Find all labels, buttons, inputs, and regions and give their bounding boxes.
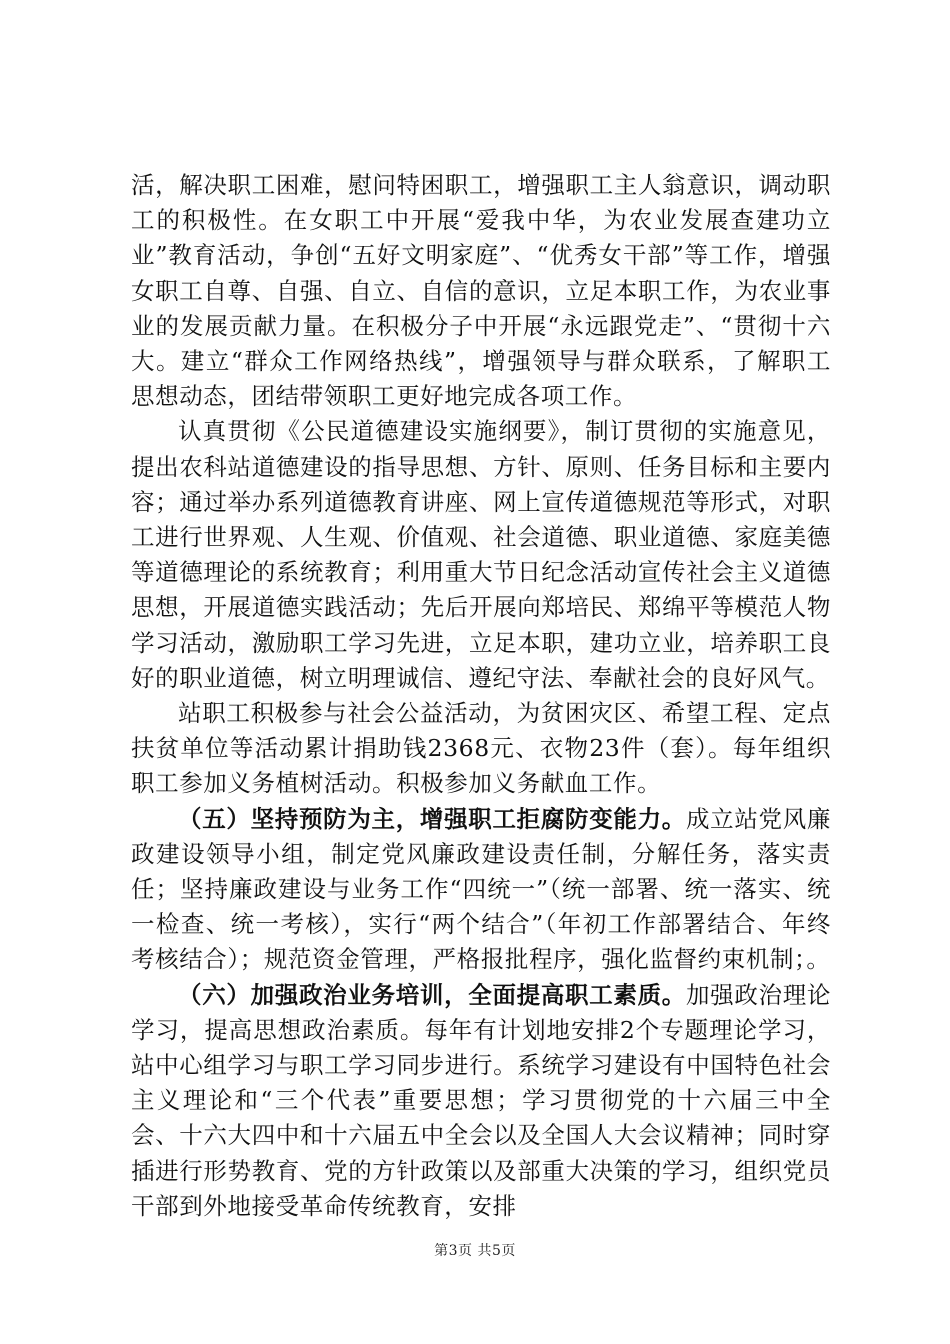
section-heading-5: （五）坚持预防为主，增强职工拒腐防变能力。 <box>178 804 686 833</box>
section-heading-6: （六）加强政治业务培训，全面提高职工素质。 <box>178 980 686 1009</box>
paragraph-1-text: 活，解决职工困难，慰问特困职工，增强职工主人翁意识，调动职工的积极性。在女职工中开展“爱我中华，为农业发展查建功立业”教育活动，争创“五好文明家庭”、“优秀女干部”等工作，增强女职工自尊、自强、自立、自信的意识，立足本职工作，为农业事业的发展贡献力量。在积极分子中开展“永远跟党走”、“贯彻十六大。建立“群众工作网络热线”，增强领导与群众联系，了解职工思想动态，团结带领职工更好地完成各项工作。 <box>131 171 831 411</box>
paragraph-4 <box>131 802 831 978</box>
paragraph-1 <box>131 168 831 414</box>
paragraph-5-text: 加强政治理论学习，提高思想政治素质。每年有计划地安排2个专题理论学习，站中心组学习与职工学习同步进行。系统学习建设有中国特色社会主义理论和“三个代表”重要思想；学习贯彻党的十六届三中全会、十六大四中和十六届五中全会以及全国人大会议精神；同时穿插进行形势教育、党的方针政策以及部重大决策的学习，组织党员干部到外地接受革命传统教育，安排 <box>131 980 831 1220</box>
document-body <box>131 168 831 1224</box>
paragraph-5 <box>131 978 831 1224</box>
paragraph-2-text: 认真贯彻《公民道德建设实施纲要》，制订贯彻的实施意见，提出农科站道德建设的指导思想、方针、原则、任务目标和主要内容；通过举办系列道德教育讲座、网上宣传道德规范等形式，对职工进行世界观、人生观、价值观、社会道德、职业道德、家庭美德等道德理论的系统教育；利用重大节日纪念活动宣传社会主义道德思想，开展道德实践活动；先后开展向郑培民、郑绵平等模范人物学习活动，激励职工学习先进，立足本职，建功立业，培养职工良好的职业道德，树立明理诚信、遵纪守法、奉献社会的良好风气。 <box>131 417 831 692</box>
paragraph-3-text: 站职工积极参与社会公益活动，为贫困灾区、希望工程、定点扶贫单位等活动累计捐助钱2368元、衣物23件（套）。每年组织职工参加义务植树活动。积极参加义务献血工作。 <box>131 699 831 798</box>
paragraph-3 <box>131 696 831 802</box>
paragraph-4-text: 成立站党风廉政建设领导小组，制定党风廉政建设责任制，分解任务，落实责任；坚持廉政建设与业务工作“四统一”（统一部署、统一落实、统一检查、统一考核），实行“两个结合”（年初工作部署结合、年终考核结合）；规范资金管理，严格报批程序，强化监督约束机制；。 <box>131 804 831 974</box>
paragraph-2 <box>131 414 831 696</box>
page-footer <box>0 1240 950 1260</box>
page-number: 第3页 共5页 <box>434 1243 516 1259</box>
